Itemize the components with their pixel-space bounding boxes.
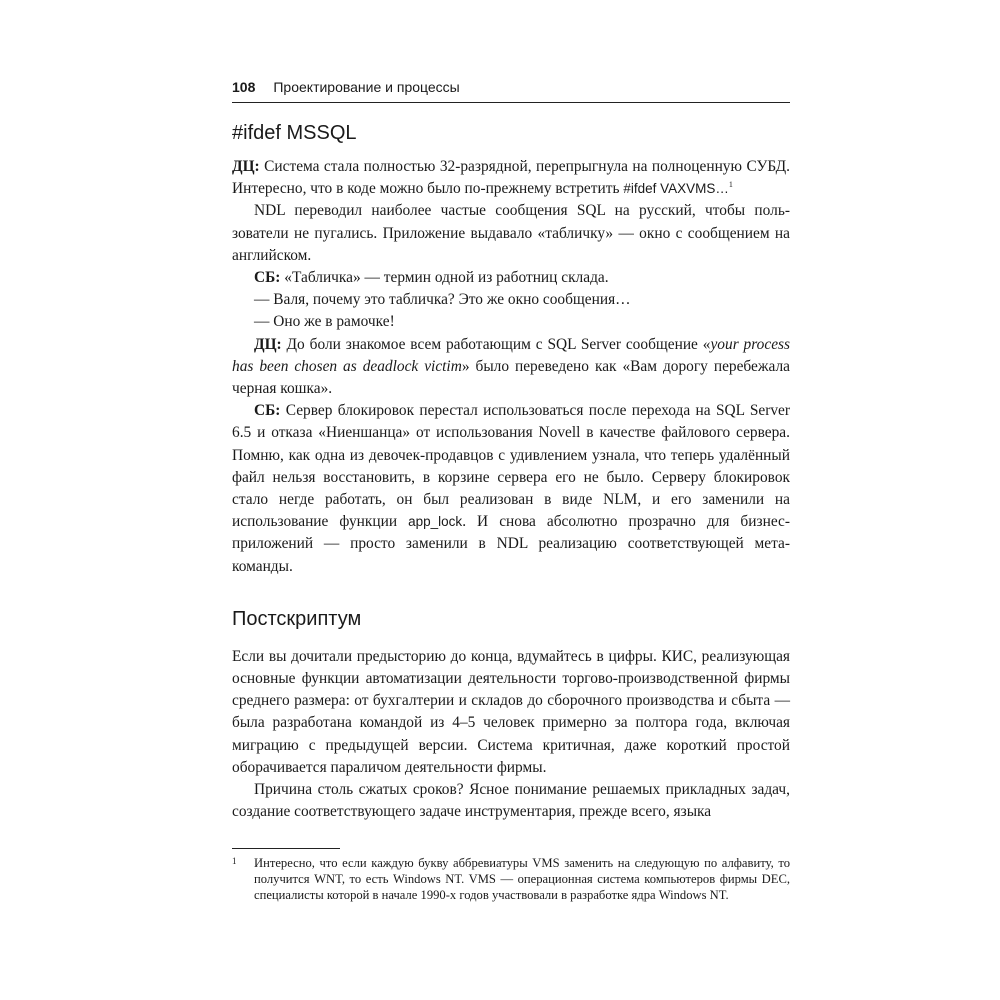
running-header — [232, 78, 790, 103]
section-heading-ifdef-mssql: #ifdef MSSQL — [232, 122, 357, 144]
section-heading-postscript: Постскриптум — [232, 607, 362, 630]
code-snippet: app_lock — [408, 514, 463, 530]
footnote — [232, 855, 790, 904]
paragraph — [232, 334, 790, 401]
paragraph-text: Система стала полностью 32-разрядной, перепрыгнула на полноценную СУБД. Интересно, что в коде можно было по-прежнему встретить — [232, 158, 790, 198]
paragraph-text: До боли знакомое всем работающим с SQL Server сообщение « — [281, 335, 711, 353]
paragraph-text: » было переведено как «Вам дорогу перебежала черная кошка». — [232, 357, 791, 398]
paragraph-text: «Табличка» — термин одной из работниц склада. — [280, 269, 609, 287]
code-snippet: #ifdef VAXVMS… — [623, 181, 729, 197]
footnote-reference: 1 — [728, 180, 733, 190]
speaker-label: СБ: — [254, 402, 281, 420]
paragraph: Причина столь сжатых сроков? Ясное понимание решаемых прикладных задач, создание соответствующего задаче инструментария, прежде всего, языка — [232, 781, 790, 821]
main-text — [232, 120, 790, 823]
dialogue-line: — Валя, почему это табличка? Это же окно сообщения… — [254, 291, 631, 309]
paragraph: NDL переводил наиболее частые сообщения SQL на русский, чтобы пользователи не пугались. Приложение выдавало «табличку» — окно с сообщением на английском. — [232, 202, 790, 264]
italic-quote: your process has been chosen as deadlock victim — [232, 335, 791, 375]
paragraph — [232, 400, 790, 578]
paragraph: Если вы дочитали предысторию до конца, вдумайтесь в цифры. КИС, реализующая основные функции автоматизации деятельности торгово-производственной фирмы среднего размера: от бухгалтерии и складов до сборочного производства и сбыта — была разработана командой из 4–5 человек примерно за полтора года, включая миграцию с предыдущей версии. Система критичная, даже короткий простой оборачивается параличом деятельности фирмы. — [232, 647, 790, 776]
page-number: 108 — [232, 79, 256, 95]
speaker-label: ДЦ: — [254, 335, 282, 353]
speaker-label: ДЦ: — [232, 158, 260, 175]
paragraph — [232, 267, 790, 289]
dialogue-line: — Оно же в рамочке! — [254, 313, 395, 331]
footnote-divider — [232, 848, 340, 849]
paragraph-text: . И снова абсолютно прозрачно для бизнес-приложений — просто заменили в NDL реализацию соответствующей мета-команды. — [232, 513, 790, 575]
paragraph-text: Сервер блокировок перестал использоваться после перехода на SQL Server 6.5 и отказа «Ниеншанца» от использования Novell в качестве файлового сервера. Помню, как одна из девочек-продавцов с удивлением узнала, что теперь удалённый файл нельзя восстановить, в корзине сервера его не было. Серверу блокировок стало негде работать, он был реализован в виде NLM, и его заменили на использование функции — [232, 402, 790, 531]
footnote-number: 1 — [232, 856, 237, 866]
speaker-label: СБ: — [254, 269, 281, 287]
footnote-text: Интересно, что если каждую букву аббревиатуры VMS заменить на следующую по алфавиту, то получится WNT, то есть Windows NT. VMS — операционная система компьютеров фирмы DEC, специалисты которой в начале 1990-х годов участвовали в разработке ядра Windows NT. — [254, 856, 790, 903]
paragraph — [232, 156, 790, 200]
running-title: Проектирование и процессы — [273, 79, 460, 95]
